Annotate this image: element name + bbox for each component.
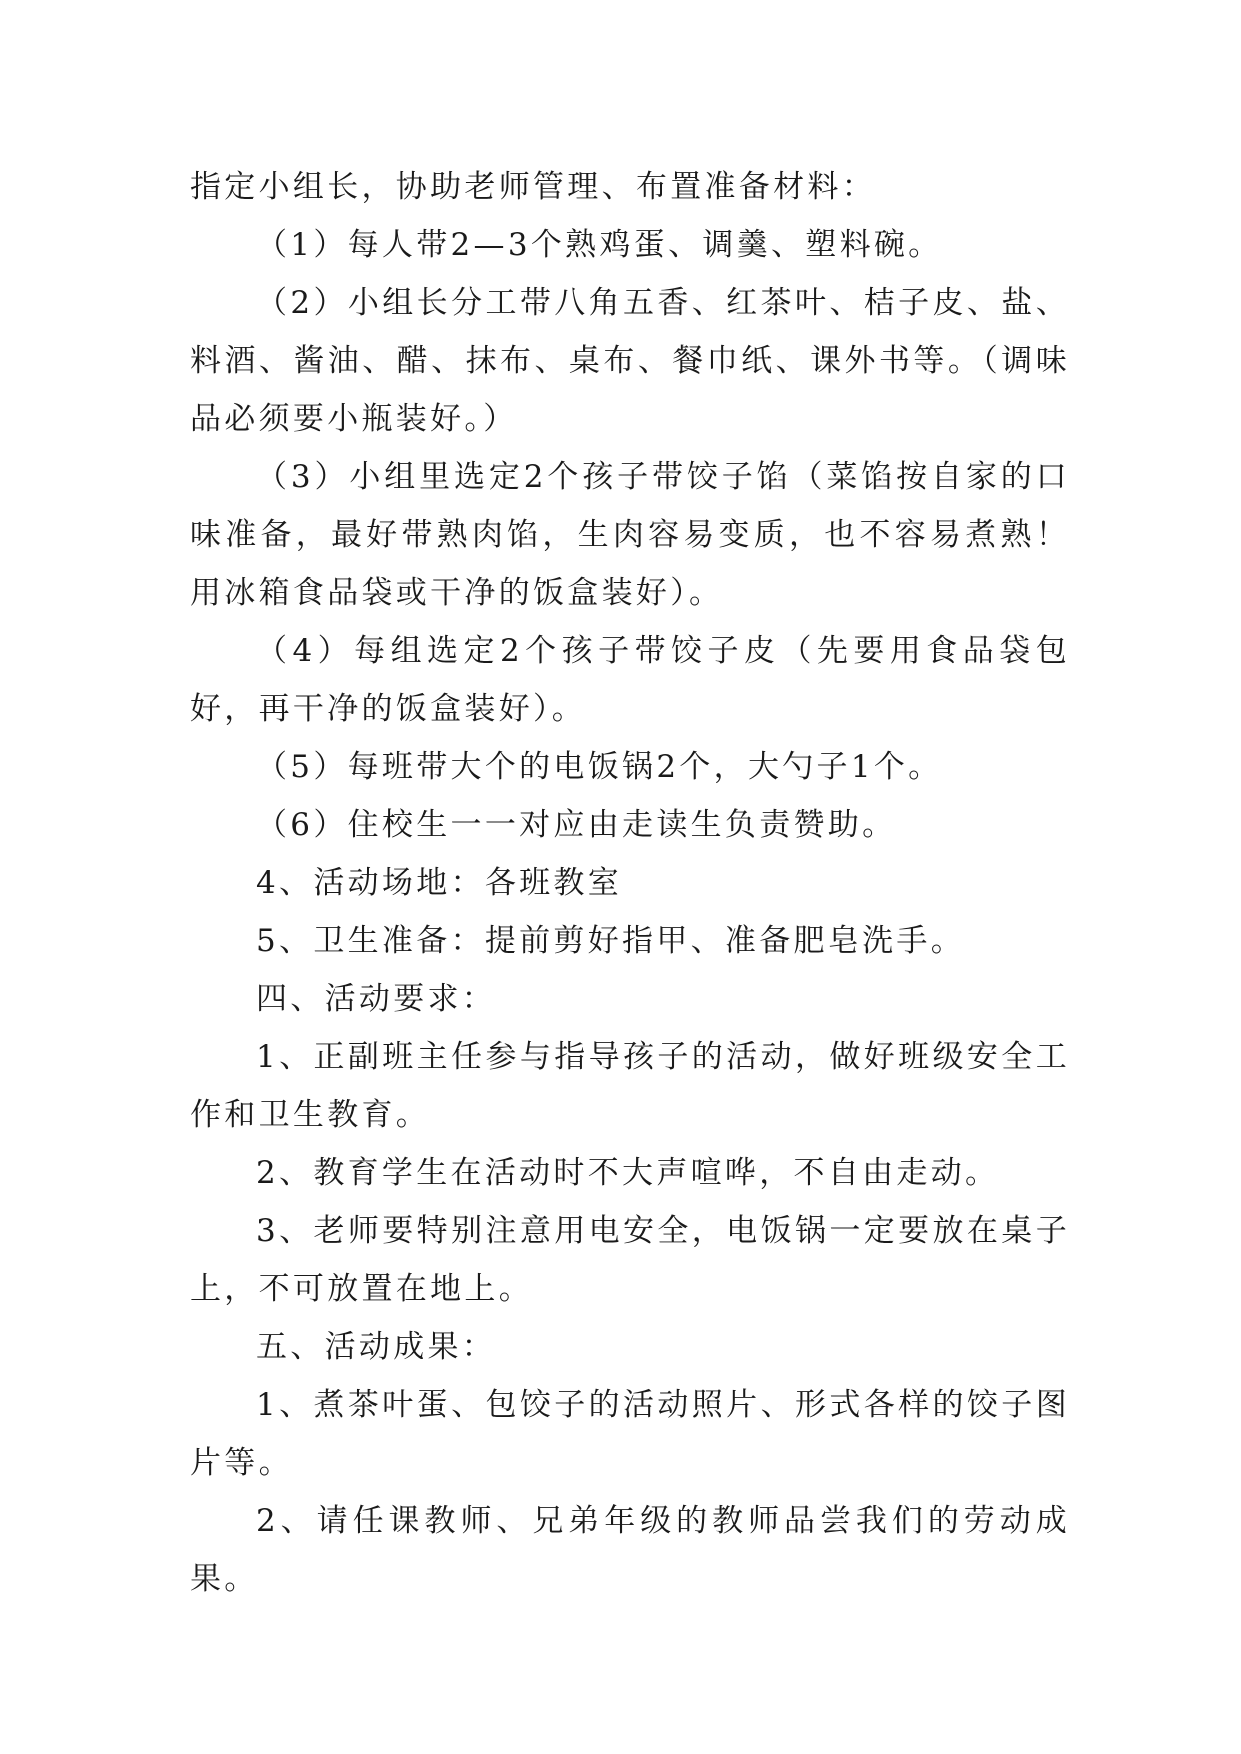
paragraph-item-3: （3）小组里选定2个孩子带饺子馅（菜馅按自家的口味准备，最好带熟肉馅，生肉容易变质，也不容易煮熟！用冰箱食品袋或干净的饭盒装好）。	[190, 459, 1070, 611]
paragraph-result-2: 2、请任课教师、兄弟年级的教师品尝我们的劳动成果。	[190, 1503, 1070, 1597]
paragraph-item-1: （1）每人带2—3个熟鸡蛋、调羹、塑料碗。	[256, 227, 943, 263]
paragraph-item-4: （4）每组选定2个孩子带饺子皮（先要用食品袋包好，再干净的饭盒装好）。	[190, 633, 1071, 727]
document-body	[190, 158, 1070, 1608]
paragraph-venue: 4、活动场地：各班教室	[256, 865, 623, 901]
paragraph-item-5: （5）每班带大个的电饭锅2个，大勺子1个。	[256, 749, 943, 785]
paragraph-item-6: （6）住校生一一对应由走读生负责赞助。	[256, 807, 897, 843]
paragraph-materials-intro: 指定小组长，协助老师管理、布置准备材料：	[190, 169, 876, 205]
paragraph-result-1: 1、煮茶叶蛋、包饺子的活动照片、形式各样的饺子图片等。	[190, 1387, 1070, 1481]
paragraph-requirement-3: 3、老师要特别注意用电安全，电饭锅一定要放在桌子上，不可放置在地上。	[190, 1213, 1070, 1307]
section-heading-results: 五、活动成果：	[256, 1329, 497, 1365]
section-heading-requirements: 四、活动要求：	[256, 981, 497, 1017]
paragraph-requirement-1: 1、正副班主任参与指导孩子的活动，做好班级安全工作和卫生教育。	[190, 1039, 1070, 1133]
paragraph-item-2: （2）小组长分工带八角五香、红茶叶、桔子皮、盐、料酒、酱油、醋、抹布、桌布、餐巾纸、课外书等。（调味品必须要小瓶装好。）	[190, 285, 1070, 437]
paragraph-requirement-2: 2、教育学生在活动时不大声喧哗，不自由走动。	[256, 1155, 1000, 1191]
paragraph-hygiene: 5、卫生准备：提前剪好指甲、准备肥皂洗手。	[256, 923, 966, 959]
